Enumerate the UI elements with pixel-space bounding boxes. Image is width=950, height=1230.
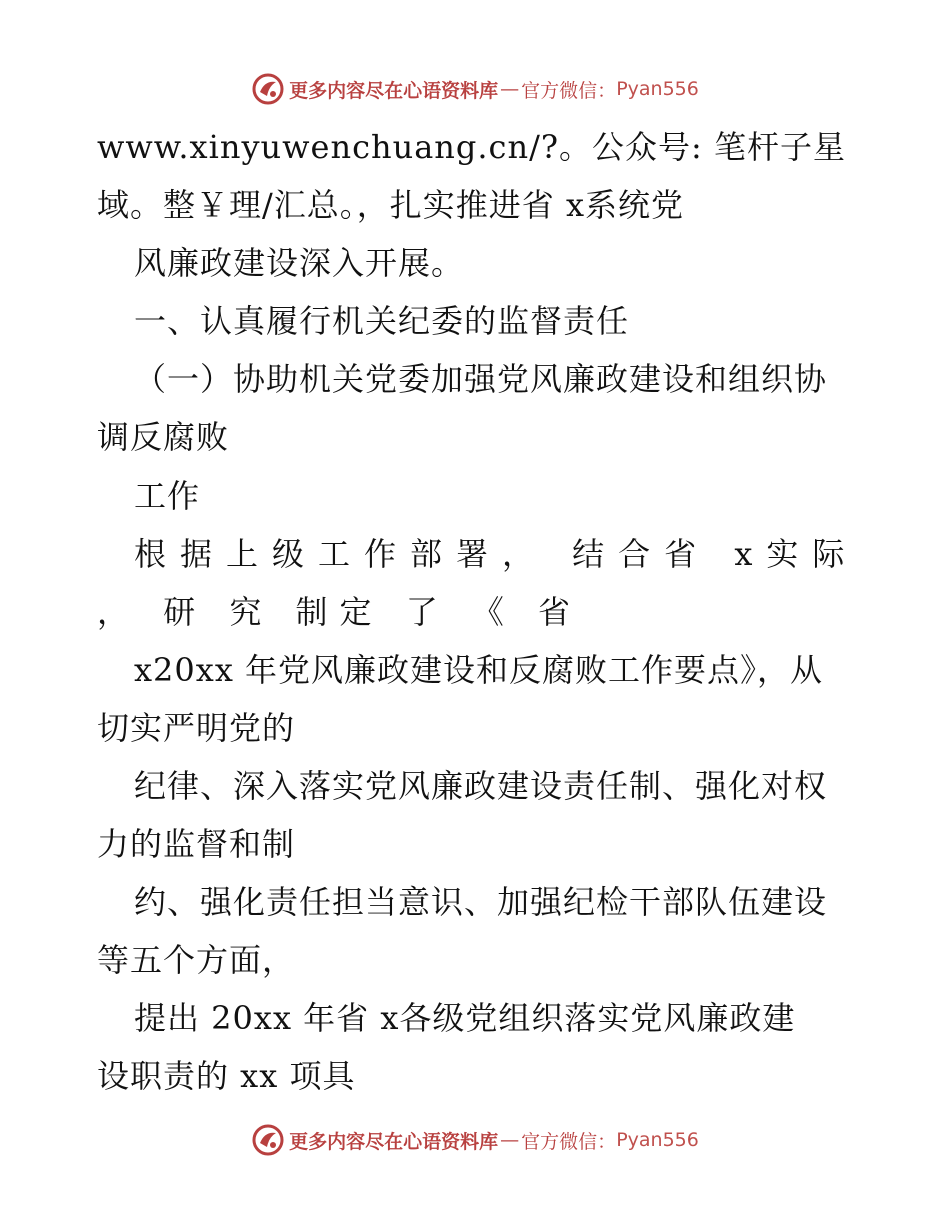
watermark-wechat-id: Pyan556 — [616, 1129, 699, 1151]
text-line: 力的监督和制 — [97, 825, 296, 863]
footer-watermark — [0, 1123, 950, 1157]
text-line: 设职责的 xx 项具 — [97, 1057, 356, 1095]
text-line: 提出 20xx 年省 x各级党组织落实党风廉政建 — [134, 999, 796, 1037]
watermark-wechat-label: 官方微信： — [521, 79, 617, 102]
text-line: 域。整￥理/汇总。，扎实推进省 x系统党 — [97, 186, 685, 224]
text-line: www.xinyuwenchuang.cn/?。公众号: 笔杆子星 — [97, 128, 846, 166]
watermark-brand: 更多内容尽在心语资料库 — [289, 1130, 499, 1153]
text-line: ， 研 究 制定 了 《 省 — [97, 593, 583, 631]
text-line: 调反腐败 — [97, 418, 230, 456]
watermark-brand: 更多内容尽在心语资料库 — [289, 79, 499, 102]
subsection-heading: （一）协助机关党委加强党风廉政建设和组织协 — [134, 360, 828, 398]
brand-logo-icon — [251, 1123, 285, 1157]
watermark-wechat-id: Pyan556 — [616, 78, 699, 100]
text-line: 工作 — [134, 477, 201, 515]
text-line: 根据上级工作部署， 结合省 x实际 — [134, 535, 859, 573]
text-line: x20xx 年党风廉政建设和反腐败工作要点》，从 — [134, 651, 824, 689]
watermark-wechat-label: 官方微信： — [521, 1130, 617, 1153]
text-line: 切实严明党的 — [97, 709, 296, 747]
watermark-separator: — — [500, 78, 520, 100]
text-line: 约、强化责任担当意识、加强纪检干部队伍建设 — [134, 883, 828, 921]
watermark-separator: — — [500, 1129, 520, 1151]
section-heading: 一、认真履行机关纪委的监督责任 — [134, 302, 630, 340]
text-line: 纪律、深入落实党风廉政建设责任制、强化对权 — [134, 767, 828, 805]
text-line: 等五个方面， — [97, 941, 296, 979]
text-line: 风廉政建设深入开展。 — [134, 244, 465, 282]
